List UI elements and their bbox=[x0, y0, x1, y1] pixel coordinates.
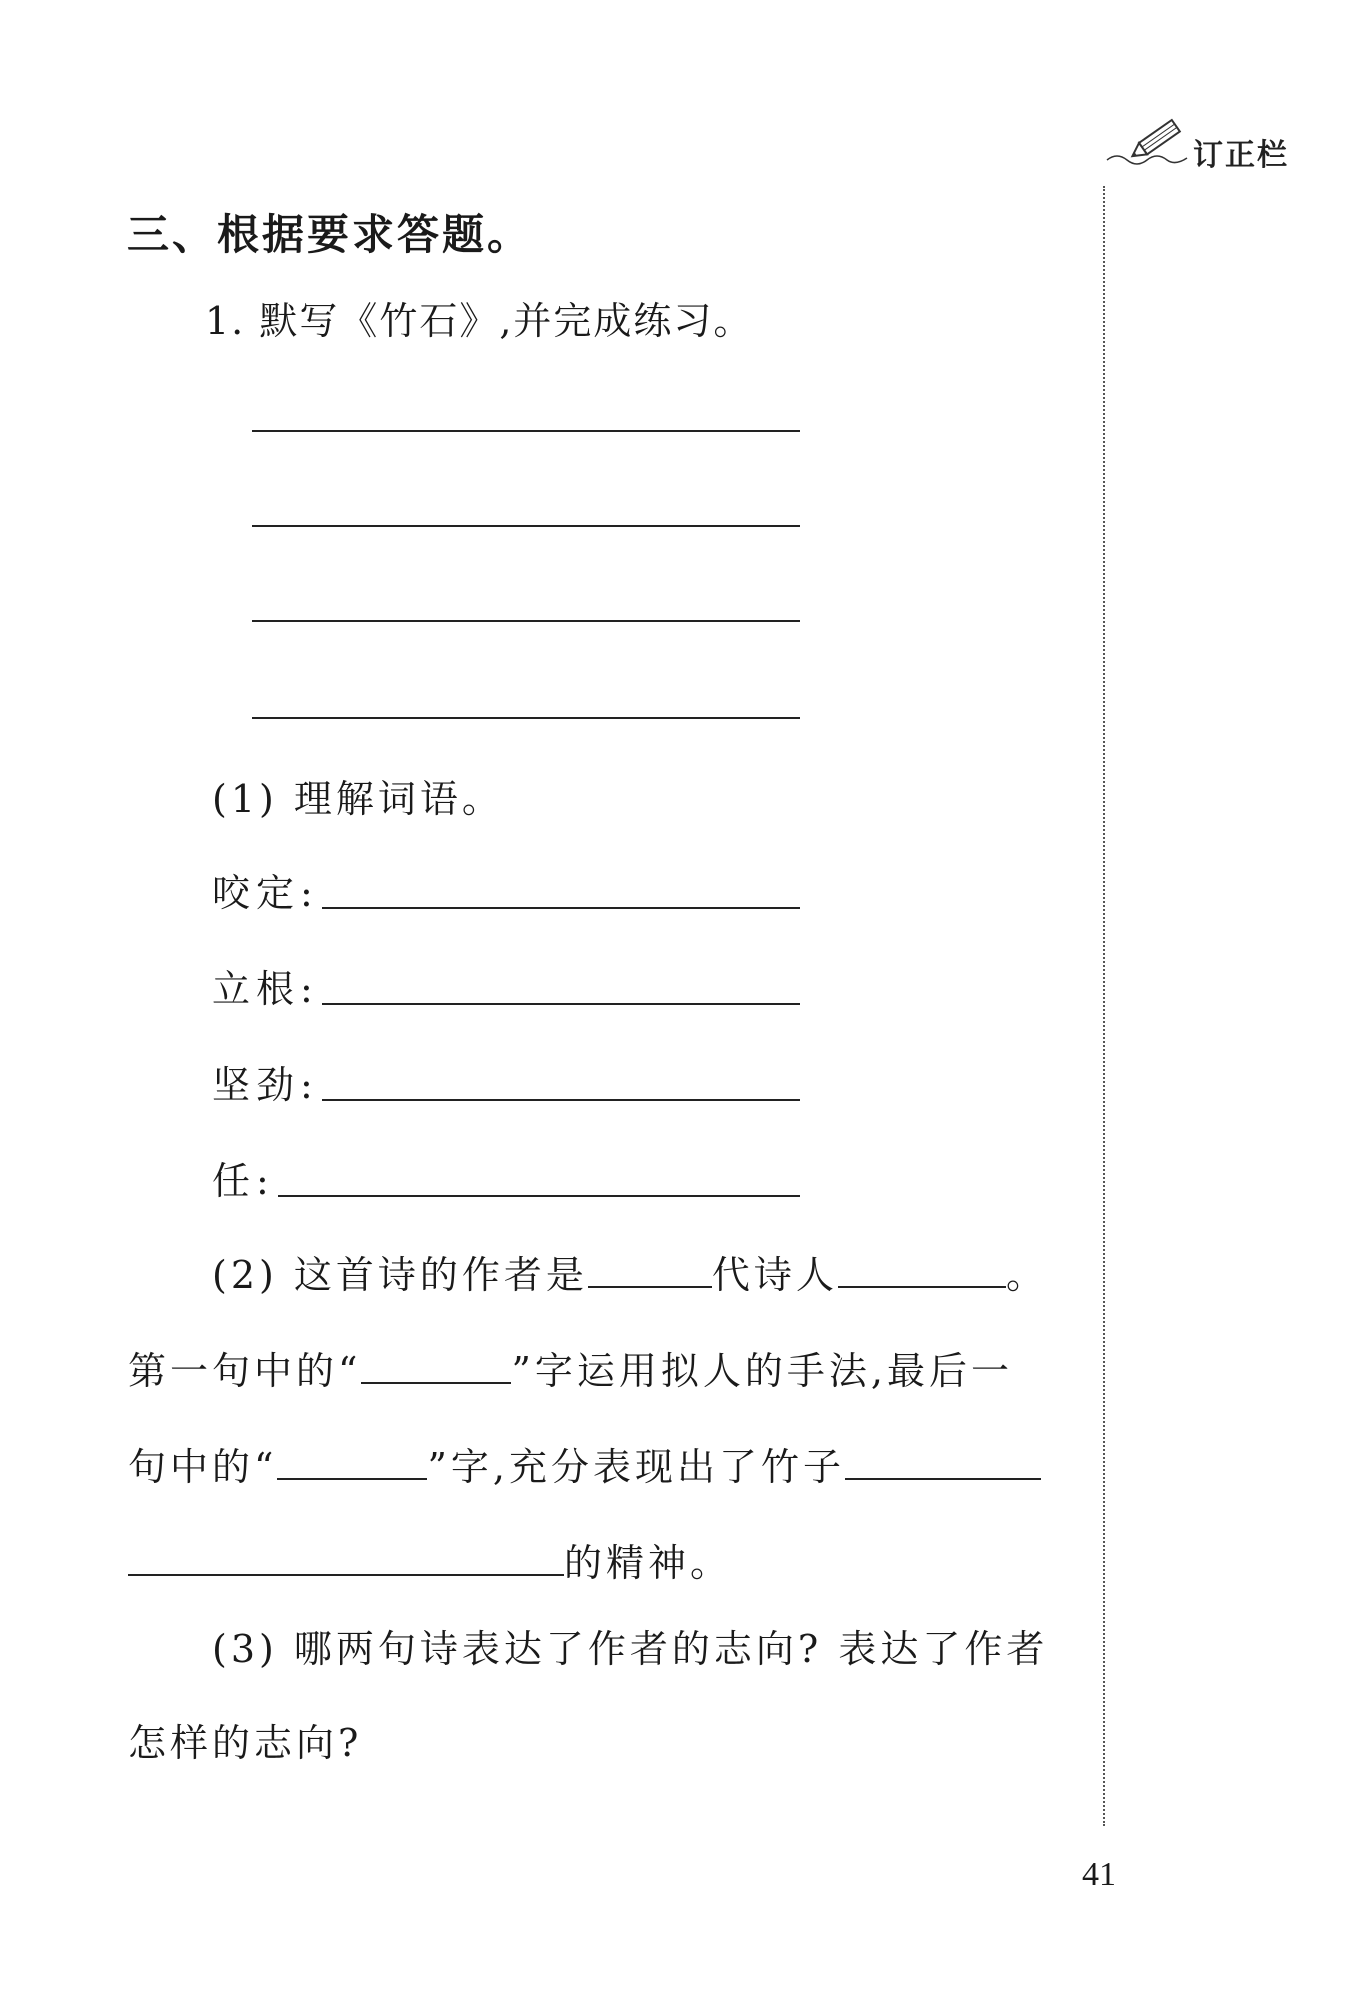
sub-question-2-line-1 bbox=[212, 1244, 1048, 1299]
poem-answer-line[interactable] bbox=[252, 525, 800, 527]
sub2-text: 代诗人 bbox=[711, 1253, 838, 1297]
pencil-icon bbox=[1105, 108, 1195, 168]
sub2-text: ”字运用拟人的手法,最后一 bbox=[511, 1349, 1013, 1393]
bamboo-quality-blank[interactable] bbox=[845, 1444, 1041, 1480]
term-answer-line[interactable] bbox=[322, 1003, 800, 1005]
sub2-text: (2) 这首诗的作者是 bbox=[212, 1253, 588, 1297]
sub2-text: 第一句中的“ bbox=[128, 1349, 362, 1393]
last-line-word-blank[interactable] bbox=[277, 1444, 427, 1480]
poet-blank[interactable] bbox=[838, 1252, 1006, 1288]
sub-question-3-line-1: (3) 哪两句诗表达了作者的志向? 表达了作者 bbox=[212, 1627, 1049, 1671]
sub2-text: 。 bbox=[1005, 1253, 1048, 1297]
personification-word-blank[interactable] bbox=[361, 1348, 511, 1384]
bamboo-spirit-blank[interactable] bbox=[128, 1540, 564, 1576]
term-answer-line[interactable] bbox=[278, 1195, 800, 1197]
sub2-text: ”字,充分表现出了竹子 bbox=[427, 1445, 845, 1489]
poem-answer-line[interactable] bbox=[252, 620, 800, 622]
correction-column-title: 订正栏 bbox=[1193, 138, 1289, 173]
term-label: 咬定: bbox=[212, 871, 319, 915]
poem-answer-line[interactable] bbox=[252, 430, 800, 432]
dynasty-blank[interactable] bbox=[588, 1252, 712, 1288]
term-label: 立根: bbox=[212, 967, 319, 1011]
sub-question-2-line-3 bbox=[128, 1436, 1041, 1491]
sub2-text: 句中的“ bbox=[128, 1445, 278, 1489]
question-1-title: 1. 默写《竹石》,并完成练习。 bbox=[205, 299, 754, 343]
correction-column-divider bbox=[1103, 186, 1105, 1826]
poem-answer-line[interactable] bbox=[252, 717, 800, 719]
term-label: 任: bbox=[212, 1159, 275, 1203]
sub2-text: 的精神。 bbox=[564, 1541, 733, 1585]
section-title: 三、根据要求答题。 bbox=[127, 210, 533, 259]
term-label: 坚劲: bbox=[212, 1063, 319, 1107]
sub-question-1-title: (1) 理解词语。 bbox=[212, 777, 504, 821]
page-number: 41 bbox=[1082, 1856, 1116, 1893]
sub-question-2-line-2 bbox=[128, 1340, 1013, 1395]
sub-question-3-line-2: 怎样的志向? bbox=[128, 1721, 363, 1765]
term-answer-line[interactable] bbox=[322, 1099, 800, 1101]
correction-column-header bbox=[1105, 108, 1335, 173]
term-answer-line[interactable] bbox=[322, 907, 800, 909]
sub-question-2-line-4 bbox=[128, 1532, 732, 1587]
